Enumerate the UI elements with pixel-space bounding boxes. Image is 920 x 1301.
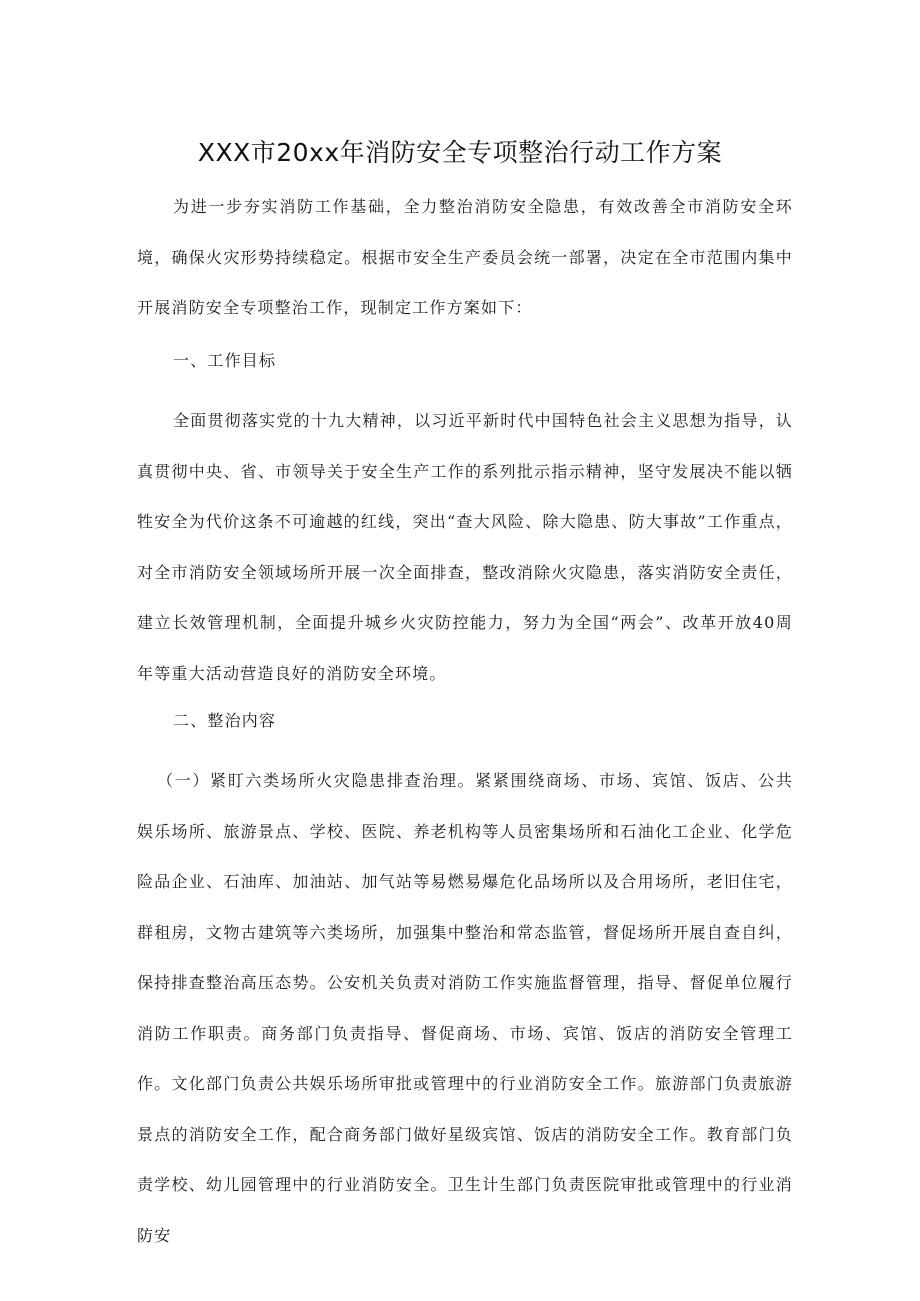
section-heading-content: 二、整治内容 bbox=[173, 711, 277, 730]
content-paragraph: （一）紧盯六类场所火灾隐患排查治理。紧紧围绕商场、市场、宾馆、饭店、公共娱乐场所、旅游景点、学校、医院、养老机构等人员密集场所和石油化工企业、化学危险品企业、石油库、加油站、加气站等易燃易爆危化品场所以及合用场所，老旧住宅，群租房，文物古建筑等六类场所，加强集中整治和常态监管，督促场所开展自查自纠，保持排查整治高压态势。公安机关负责对消防工作实施监督管理，指导、督促单位履行消防工作职责。商务部门负责指导、督促商场、市场、宾馆、饭店的消防安全管理工作。文化部门负责公共娱乐场所审批或管理中的行业消防安全工作。旅游部门负责旅游景点的消防安全工作，配合商务部门做好星级宾馆、饭店的消防安全工作。教育部门负责学校、幼儿园管理中的行业消防安全。卫生计生部门负责医院审批或管理中的行业消防安 bbox=[137, 771, 793, 1245]
document-title: XXX市20xx年消防安全专项整治行动工作方案 bbox=[197, 138, 723, 167]
section-heading-goals: 一、工作目标 bbox=[173, 351, 277, 370]
goals-paragraph: 全面贯彻落实党的十九大精神，以习近平新时代中国特色社会主义思想为指导，认真贯彻中央、省、市领导关于安全生产工作的系列批示指示精神，坚守发展决不能以牺牲安全为代价这条不可逾越的红线，突出“查大风险、除大隐患、防大事故”工作重点，对全市消防安全领域场所开展一次全面排查，整改消除火灾隐患，落实消防安全责任，建立长效管理机制，全面提升城乡火灾防控能力，努力为全国“两会”、改革开放40周年等重大活动营造良好的消防安全环境。 bbox=[137, 411, 793, 683]
intro-paragraph: 为进一步夯实消防工作基础，全力整治消防安全隐患，有效改善全市消防安全环境，确保火灾形势持续稳定。根据市安全生产委员会统一部署，决定在全市范围内集中开展消防安全专项整治工作，现制定工作方案如下： bbox=[137, 197, 793, 317]
